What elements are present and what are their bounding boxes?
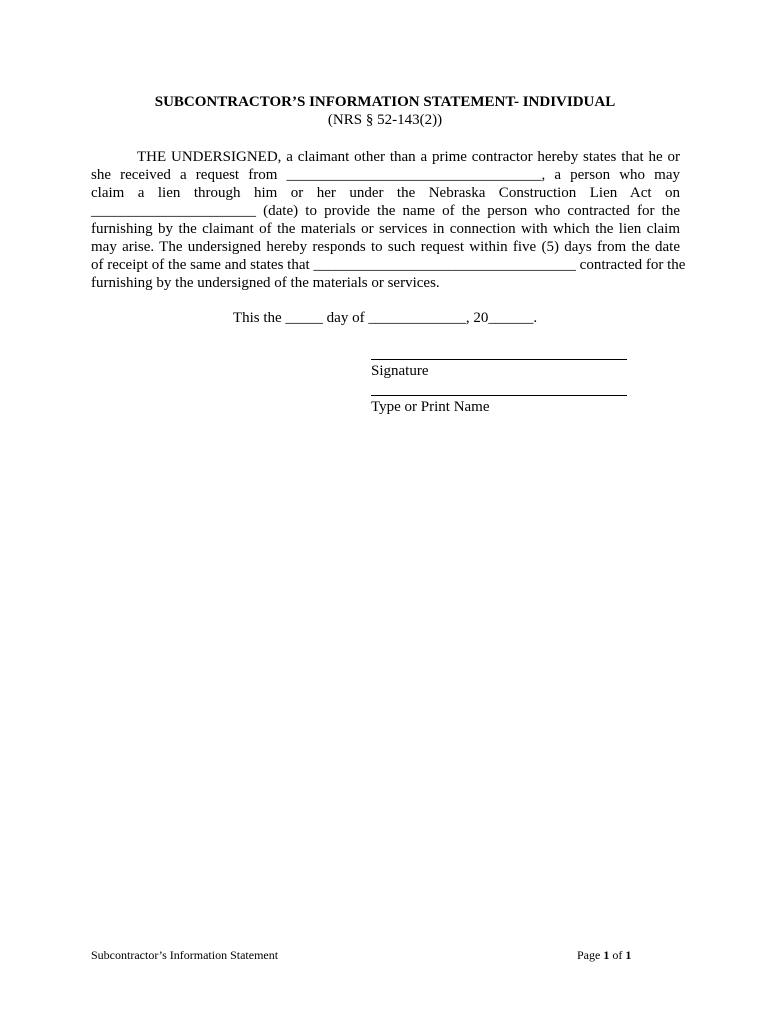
footer-title: Subcontractor’s Information Statement (91, 948, 279, 962)
paragraph-line: of receipt of the same and states that ___________________________________ contracted for the (91, 257, 686, 273)
paragraph-line: may arise. The undersigned hereby responds to such request within five (5) days from the date (91, 239, 680, 255)
paragraph-line: ______________________ (date) to provide the name of the person who contracted for the (91, 203, 680, 219)
paragraph-line: she received a request from __________________________________, a person who may (91, 167, 680, 183)
paragraph-line: claim a lien through him or her under the Nebraska Construction Lien Act on (91, 185, 680, 201)
print-name-label: Type or Print Name (371, 399, 490, 415)
signature-label: Signature (371, 363, 429, 379)
signature-line (371, 359, 627, 360)
page-number: Page 1 of 1 (577, 948, 632, 962)
statute-reference: (NRS § 52-143(2)) (327, 112, 443, 128)
date-line: This the _____ day of _____________, 20______. (232, 310, 538, 326)
document-title: SUBCONTRACTOR’S INFORMATION STATEMENT- INDIVIDUAL (154, 94, 616, 110)
paragraph-line: furnishing by the undersigned of the materials or services. (91, 275, 440, 291)
print-name-line (371, 395, 627, 396)
paragraph-line: furnishing by the claimant of the materials or services in connection with which the lien claim (91, 221, 680, 237)
paragraph-line: THE UNDERSIGNED, a claimant other than a prime contractor hereby states that he or (137, 149, 680, 165)
statement-paragraph (91, 148, 686, 292)
